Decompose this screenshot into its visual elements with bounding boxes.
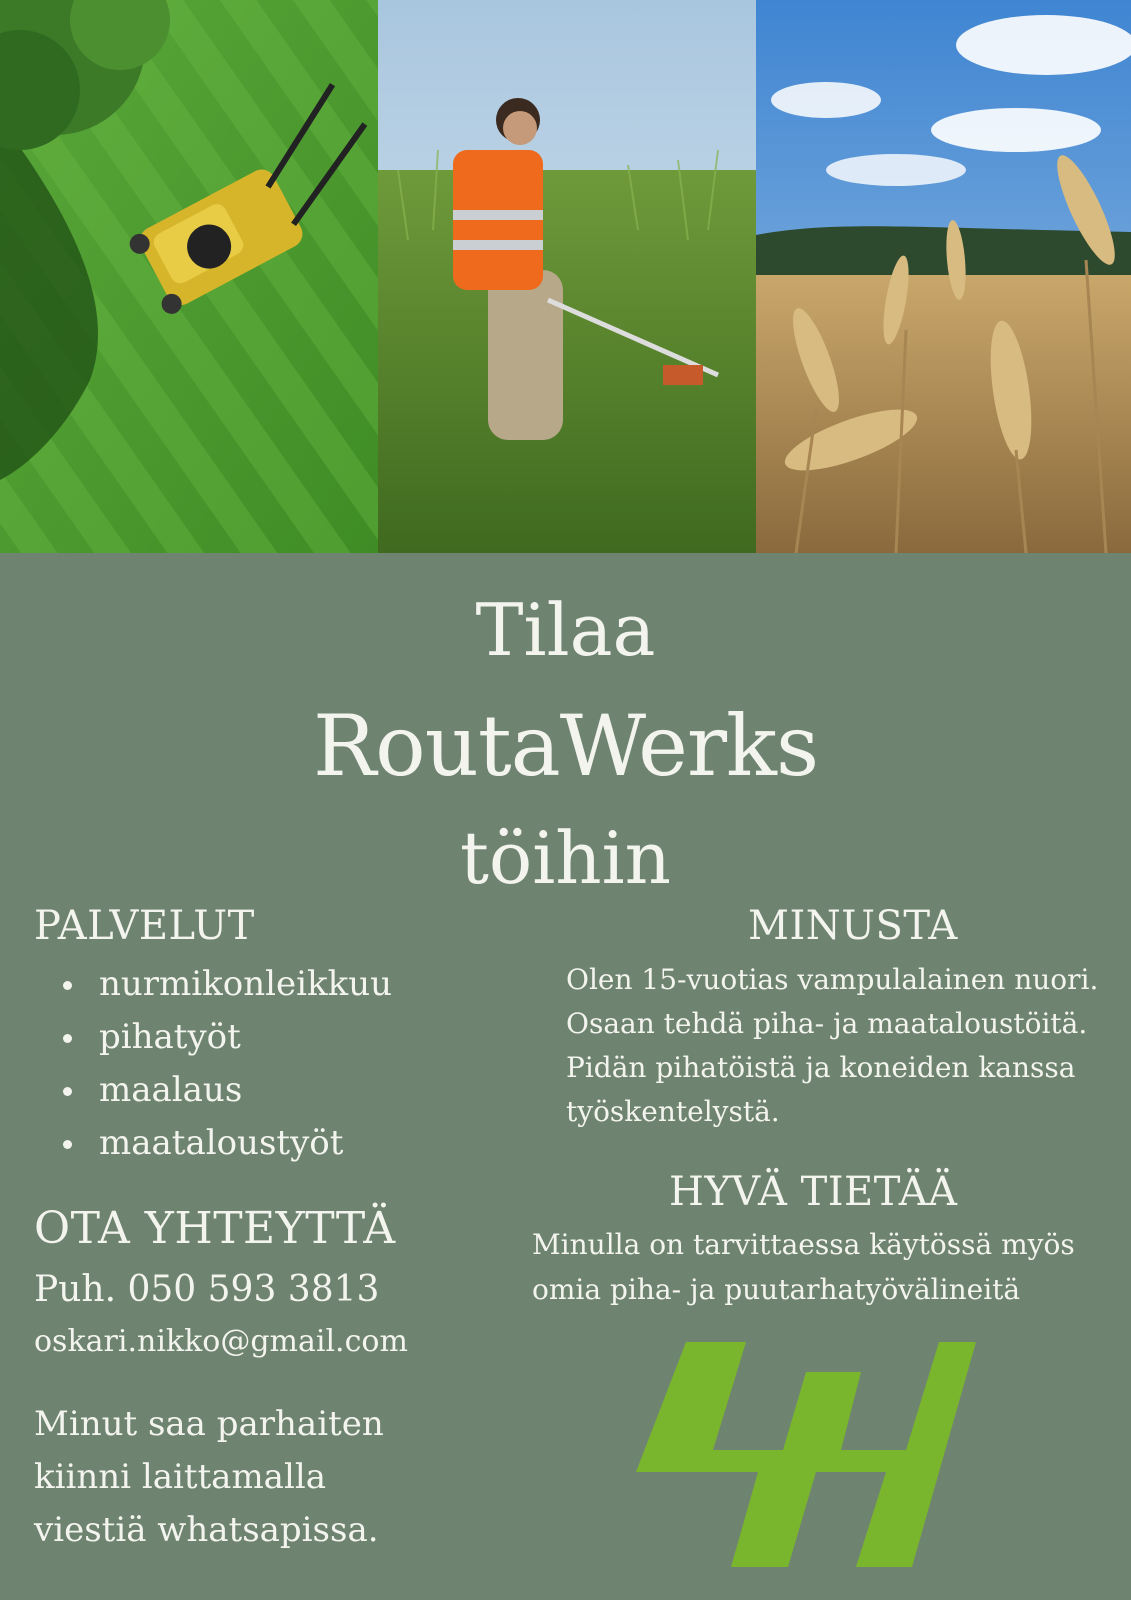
service-label: nurmikonleikkuu — [99, 964, 393, 1004]
bullet-icon — [63, 1087, 72, 1096]
services-list — [63, 958, 392, 1170]
list-item — [63, 1011, 392, 1064]
contact-heading: OTA YHTEYTTÄ — [34, 1203, 396, 1254]
list-item — [63, 958, 392, 1011]
contact-note-line: kiinni laittamalla — [34, 1457, 326, 1497]
about-text — [566, 958, 1098, 1134]
lawn-mower-photo — [0, 0, 378, 553]
about-line: Pidän pihatöistä ja koneiden kanssa — [566, 1051, 1076, 1084]
4h-logo-icon — [636, 1342, 986, 1567]
about-line: työskentelystä. — [566, 1095, 780, 1128]
services-heading: PALVELUT — [34, 903, 255, 949]
contact-note-line: viestiä whatsapissa. — [34, 1510, 379, 1550]
grass-trimmer-photo — [378, 0, 756, 553]
photo-strip — [0, 0, 1131, 553]
about-heading: MINUSTA — [748, 903, 958, 949]
contact-note-line: Minut saa parhaiten — [34, 1404, 384, 1444]
phone-number: Puh. 050 593 3813 — [34, 1269, 380, 1310]
service-label: maataloustyöt — [99, 1123, 344, 1163]
bullet-icon — [63, 1140, 72, 1149]
list-item — [63, 1064, 392, 1117]
service-label: maalaus — [99, 1070, 243, 1110]
email-address: oskari.nikko@gmail.com — [34, 1324, 408, 1359]
list-item — [63, 1117, 392, 1170]
service-label: pihatyöt — [99, 1017, 241, 1057]
good-to-know-line: Minulla on tarvittaessa käytössä myös — [532, 1228, 1075, 1261]
4h-logo — [636, 1342, 986, 1567]
contact-note — [34, 1398, 384, 1557]
about-line: Olen 15-vuotias vampulalainen nuori. — [566, 963, 1099, 996]
title-line-1: Tilaa — [475, 588, 656, 672]
good-to-know-line: omia piha- ja puutarhatyövälineitä — [532, 1273, 1021, 1306]
wheat-field-photo — [756, 0, 1131, 553]
good-to-know-heading: HYVÄ TIETÄÄ — [669, 1169, 958, 1215]
title-brand: RoutaWerks — [312, 697, 819, 795]
bullet-icon — [63, 1034, 72, 1043]
bullet-icon — [63, 981, 72, 990]
good-to-know-text — [532, 1222, 1075, 1312]
title-line-3: töihin — [459, 816, 672, 900]
about-line: Osaan tehdä piha- ja maataloustöitä. — [566, 1007, 1088, 1040]
